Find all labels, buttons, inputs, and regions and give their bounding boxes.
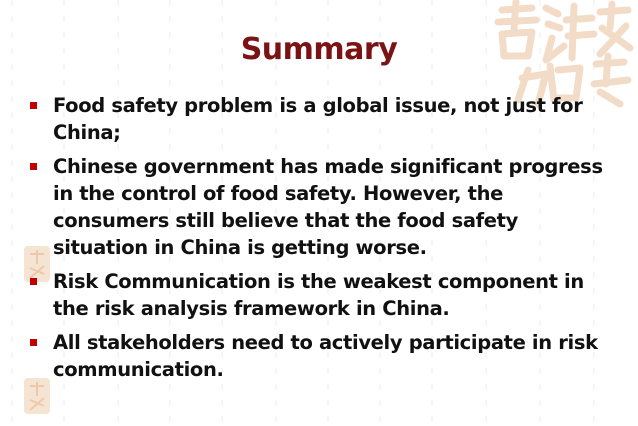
slide-title: Summary xyxy=(240,32,398,67)
bullet-text: All stakeholders need to actively participate in risk communication. xyxy=(53,331,598,381)
square-bullet-icon xyxy=(30,102,37,109)
square-bullet-icon xyxy=(30,278,37,285)
square-bullet-icon xyxy=(30,163,37,170)
bullet-text: Chinese government has made significant progress in the control of food safety. However, the consumers still believe that the food safety situation in China is getting worse. xyxy=(53,155,603,259)
square-bullet-icon xyxy=(30,339,37,346)
bullet-item xyxy=(26,268,616,322)
bullet-list xyxy=(26,92,616,390)
bullet-text: Risk Communication is the weakest component in the risk analysis framework in China. xyxy=(53,270,584,320)
bullet-item xyxy=(26,329,616,383)
bullet-item xyxy=(26,92,616,146)
bullet-item xyxy=(26,153,616,261)
bullet-text: Food safety problem is a global issue, not just for China; xyxy=(53,94,583,144)
